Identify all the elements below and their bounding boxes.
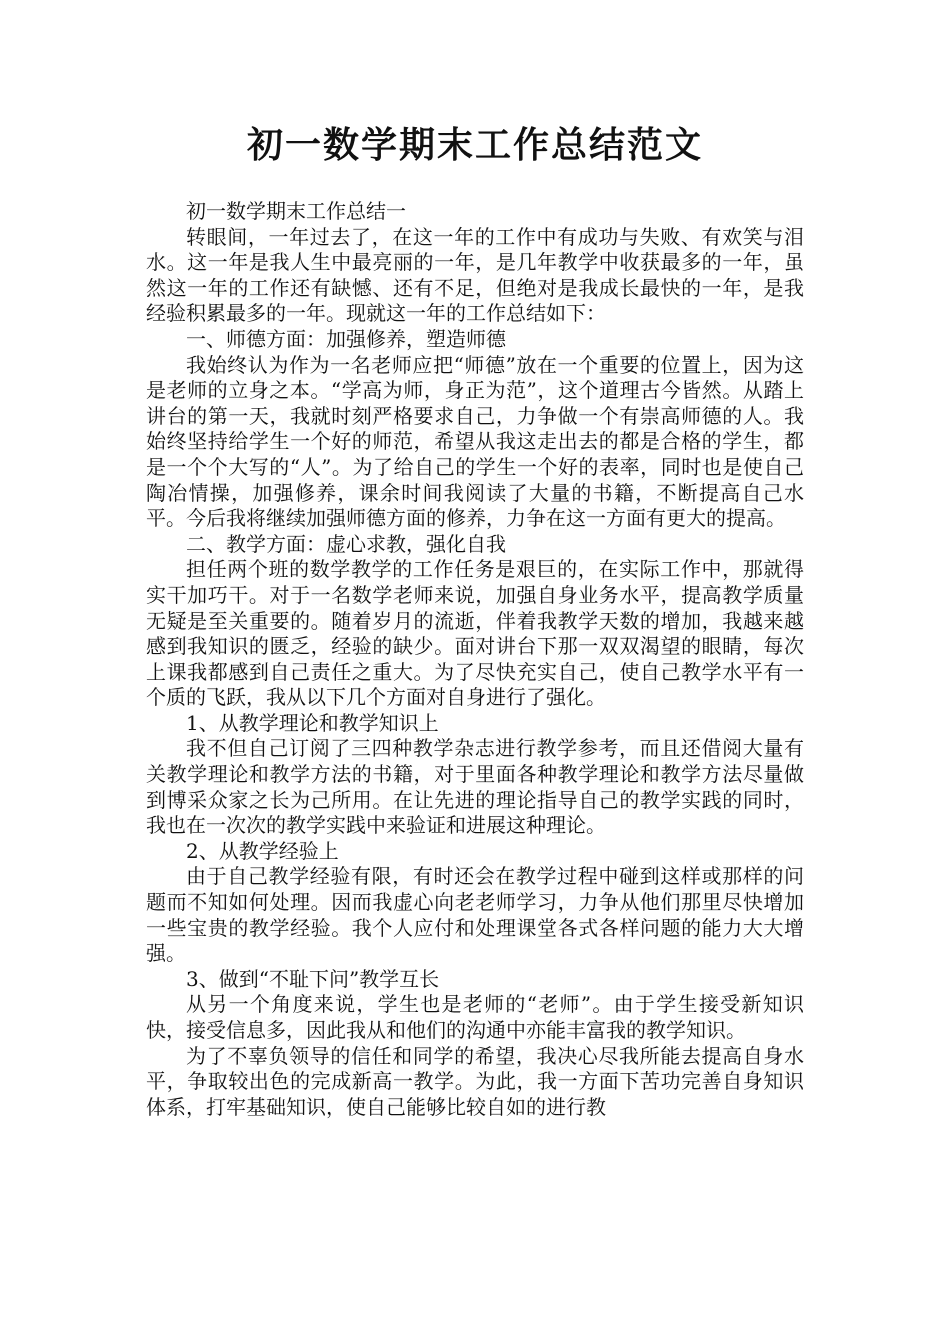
subsection-heading-experience: 2、从教学经验上: [186, 838, 339, 863]
closing-paragraph: 为了不辜负领导的信任和同学的希望，我决心尽我所能去提高自身水平，争取较出色的完成新高一教学。为此，我一方面下苦功完善自身知识体系，打牢基础知识，使自己能够比较自如的进行教: [146, 1043, 804, 1119]
mutual-paragraph: 从另一个角度来说，学生也是老师的“老师”。由于学生接受新知识快，接受信息多，因此我从和他们的沟通中亦能丰富我的教学知识。: [146, 992, 804, 1042]
subsection-heading-theory: 1、从教学理论和教学知识上: [186, 710, 439, 735]
section-heading-ethics: 一、师德方面：加强修养，塑造师德: [186, 326, 506, 351]
intro-paragraph: 转眼间，一年过去了，在这一年的工作中有成功与失败、有欢笑与泪水。这一年是我人生中最亮丽的一年，是几年教学中收获最多的一年，虽然这一年的工作还有缺憾、还有不足，但绝对是我成长最快的一年，是我经验积累最多的一年。现就这一年的工作总结如下：: [146, 224, 804, 326]
theory-paragraph: 我不但自己订阅了三四种教学杂志进行教学参考，而且还借阅大量有关教学理论和教学方法的书籍，对于里面各种教学理论和教学方法尽量做到博采众家之长为己所用。在让先进的理论指导自己的教学实践的同时，我也在一次次的教学实践中来验证和进展这种理论。: [146, 736, 804, 838]
ethics-paragraph: 我始终认为作为一名老师应把“师德”放在一个重要的位置上，因为这是老师的立身之本。“学高为师，身正为范”，这个道理古今皆然。从踏上讲台的第一天，我就时刻严格要求自己，力争做一个有崇高师德的人。我始终坚持给学生一个好的师范，希望从我这走出去的都是合格的学生，都是一个个大写的“人”。为了给自己的学生一个好的表率，同时也是使自己陶冶情操，加强修养，课余时间我阅读了大量的书籍，不断提高自己水平。今后我将继续加强师德方面的修养，力争在这一方面有更大的提高。: [146, 352, 804, 531]
section-heading-teaching: 二、教学方面：虚心求教，强化自我: [186, 531, 506, 556]
document-title: 初一数学期末工作总结范文: [246, 125, 703, 166]
document-body: [146, 199, 804, 1120]
experience-paragraph: 由于自己教学经验有限，有时还会在教学过程中碰到这样或那样的问题而不知如何处理。因而我虚心向老老师学习，力争从他们那里尽快增加一些宝贵的教学经验。我个人应付和处理课堂各式各样问题的能力大大增强。: [146, 864, 804, 966]
teaching-paragraph: 担任两个班的数学教学的工作任务是艰巨的，在实际工作中，那就得实干加巧干。对于一名数学老师来说，加强自身业务水平，提高教学质量无疑是至关重要的。随着岁月的流逝，伴着我教学天数的增加，我越来越感到我知识的匮乏，经验的缺少。面对讲台下那一双双渴望的眼睛，每次上课我都感到自己责任之重大。为了尽快充实自己，使自己教学水平有一个质的飞跃，我从以下几个方面对自身进行了强化。: [146, 557, 804, 710]
subtitle-paragraph: 初一数学期末工作总结一: [186, 199, 406, 223]
subsection-heading-mutual: 3、做到“不耻下问”教学互长: [186, 966, 440, 991]
